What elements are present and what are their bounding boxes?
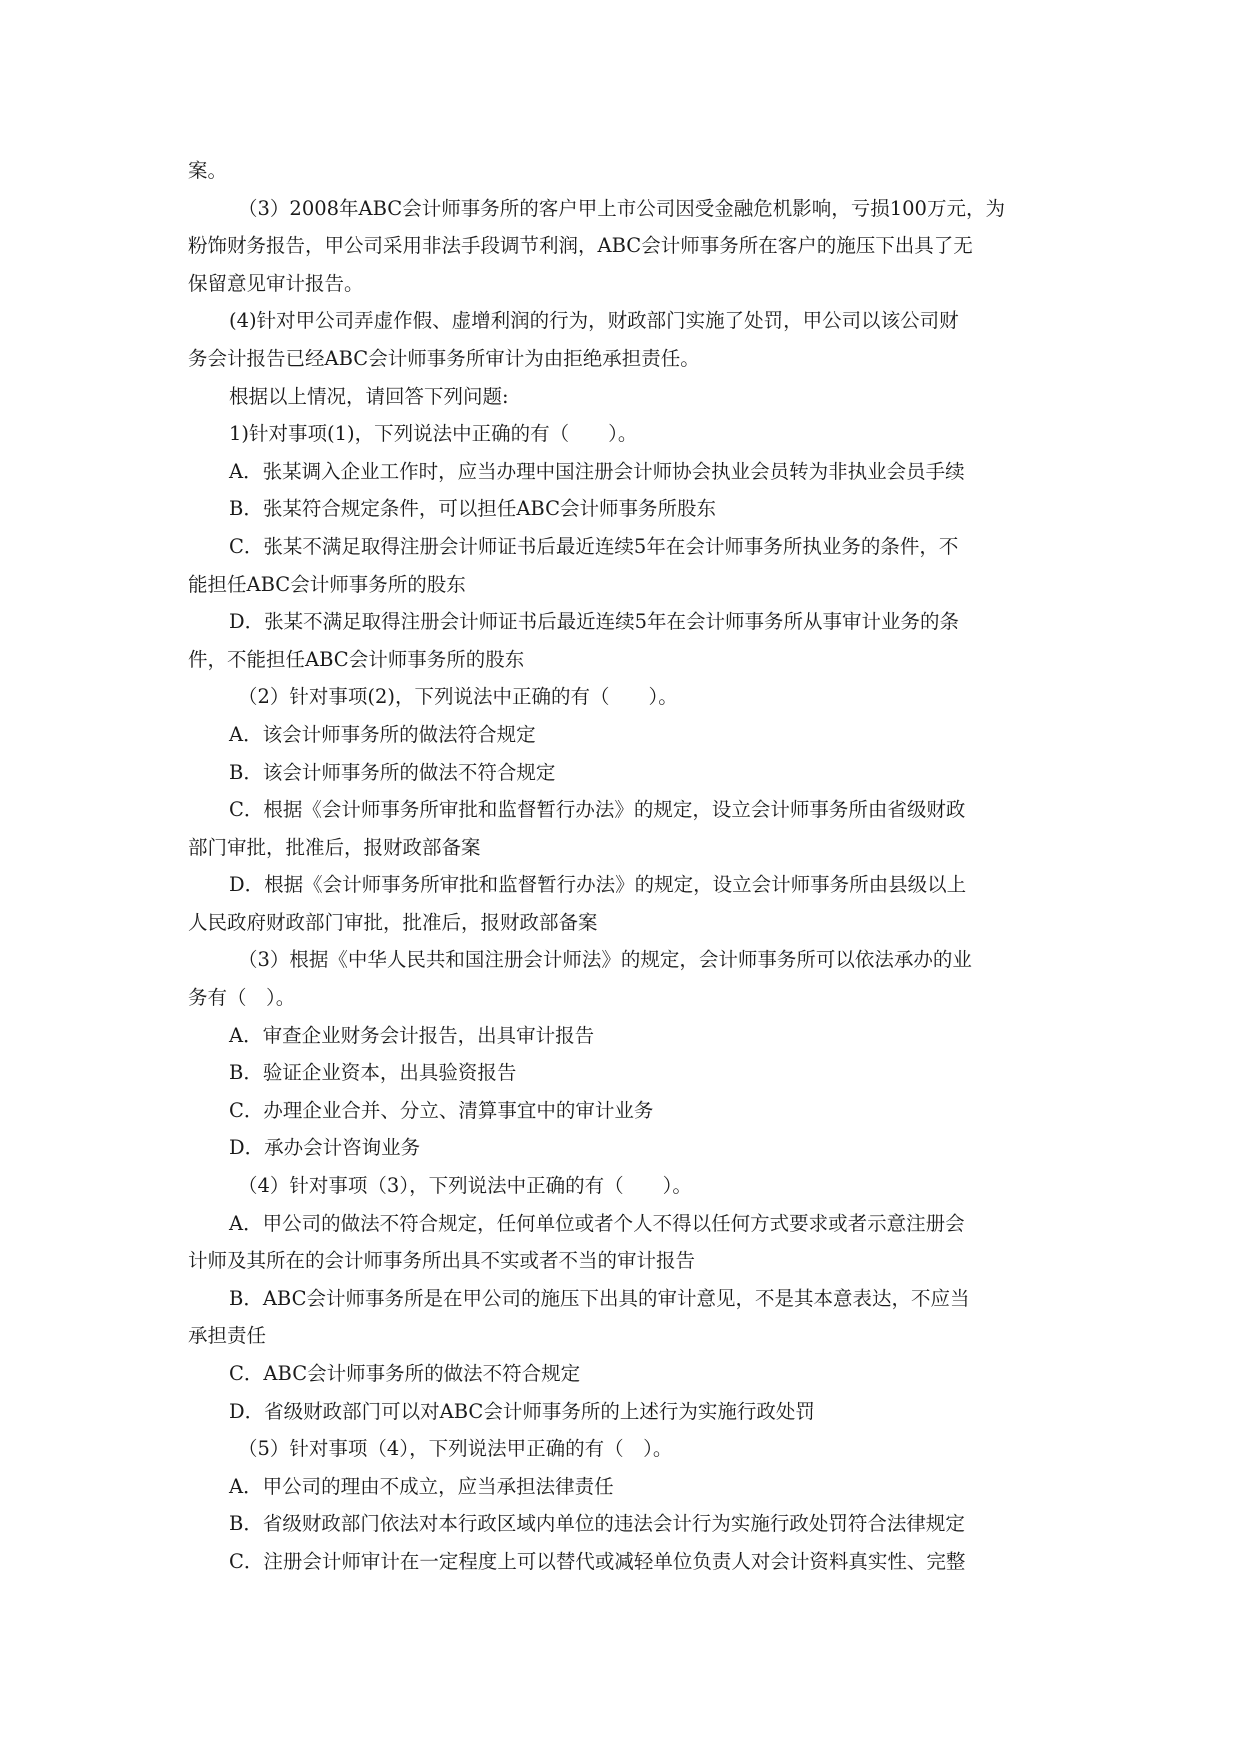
text-line: 务会计报告已经ABC会计师事务所审计为由拒绝承担责任。 <box>188 346 700 370</box>
text-line: D．承办会计咨询业务 <box>229 1136 421 1160</box>
text-line: A．甲公司的理由不成立，应当承担法律责任 <box>229 1474 614 1498</box>
text-line: B．ABC会计师事务所是在甲公司的施压下出具的审计意见，不是其本意表达，不应当 <box>229 1286 970 1310</box>
text-line: （3）2008年ABC会计师事务所的客户甲上市公司因受金融危机影响，亏损100万元，为 <box>238 196 1005 220</box>
text-line: A．甲公司的做法不符合规定，任何单位或者个人不得以任何方式要求或者示意注册会 <box>229 1211 965 1235</box>
text-line: D．张某不满足取得注册会计师证书后最近连续5年在会计师事务所从事审计业务的条 <box>229 610 960 634</box>
text-line: 人民政府财政部门审批，批准后，报财政部备案 <box>188 910 598 934</box>
text-line: （2）针对事项(2)，下列说法中正确的有（ ）。 <box>238 685 678 709</box>
text-line: 粉饰财务报告，甲公司采用非法手段调节利润，ABC会计师事务所在客户的施压下出具了无 <box>188 234 973 258</box>
text-line: D．根据《会计师事务所审批和监督暂行办法》的规定，设立会计师事务所由县级以上 <box>229 873 967 897</box>
text-line: B．验证企业资本，出具验资报告 <box>229 1061 517 1085</box>
text-line: A．审查企业财务会计报告，出具审计报告 <box>229 1023 595 1047</box>
text-line: C．张某不满足取得注册会计师证书后最近连续5年在会计师事务所执业务的条件，不 <box>229 534 959 558</box>
text-line: A．张某调入企业工作时，应当办理中国注册会计师协会执业会员转为非执业会员手续 <box>229 459 965 483</box>
document-body <box>188 158 1058 1587</box>
text-line: C．注册会计师审计在一定程度上可以替代或减轻单位负责人对会计资料真实性、完整 <box>229 1549 966 1573</box>
text-line: 根据以上情况，请回答下列问题: <box>229 384 509 408</box>
text-line: D．省级财政部门可以对ABC会计师事务所的上述行为实施行政处罚 <box>229 1399 815 1423</box>
text-line: 案。 <box>188 159 228 182</box>
text-line: 承担责任 <box>188 1324 267 1348</box>
text-line: A．该会计师事务所的做法符合规定 <box>229 722 536 746</box>
text-line: 1)针对事项(1)，下列说法中正确的有（ ）。 <box>229 422 638 446</box>
text-line: C．ABC会计师事务所的做法不符合规定 <box>229 1362 581 1385</box>
text-line: 计师及其所在的会计师事务所出具不实或者不当的审计报告 <box>188 1249 696 1273</box>
text-line: （5）针对事项（4），下列说法甲正确的有（ ）。 <box>238 1437 673 1461</box>
text-line: C．办理企业合并、分立、清算事宜中的审计业务 <box>229 1098 654 1122</box>
text-line: 务有（ ）。 <box>188 986 296 1010</box>
text-line: B．该会计师事务所的做法不符合规定 <box>229 760 556 784</box>
text-line: 件，不能担任ABC会计师事务所的股东 <box>188 647 525 671</box>
text-line: 能担任ABC会计师事务所的股东 <box>188 572 466 596</box>
text-line: C．根据《会计师事务所审批和监督暂行办法》的规定，设立会计师事务所由省级财政 <box>229 798 966 822</box>
text-line: B．省级财政部门依法对本行政区域内单位的违法会计行为实施行政处罚符合法律规定 <box>229 1512 965 1536</box>
text-line: 保留意见审计报告。 <box>188 271 364 295</box>
text-line: （4）针对事项（3），下列说法中正确的有（ ）。 <box>238 1174 692 1198</box>
text-line: B．张某符合规定条件，可以担任ABC会计师事务所股东 <box>229 497 717 521</box>
text-line: (4)针对甲公司弄虚作假、虚增利润的行为，财政部门实施了处罚，甲公司以该公司财 <box>229 309 959 333</box>
text-line: 部门审批，批准后，报财政部备案 <box>188 835 481 859</box>
text-line: （3）根据《中华人民共和国注册会计师法》的规定，会计师事务所可以依法承办的业 <box>238 948 972 972</box>
